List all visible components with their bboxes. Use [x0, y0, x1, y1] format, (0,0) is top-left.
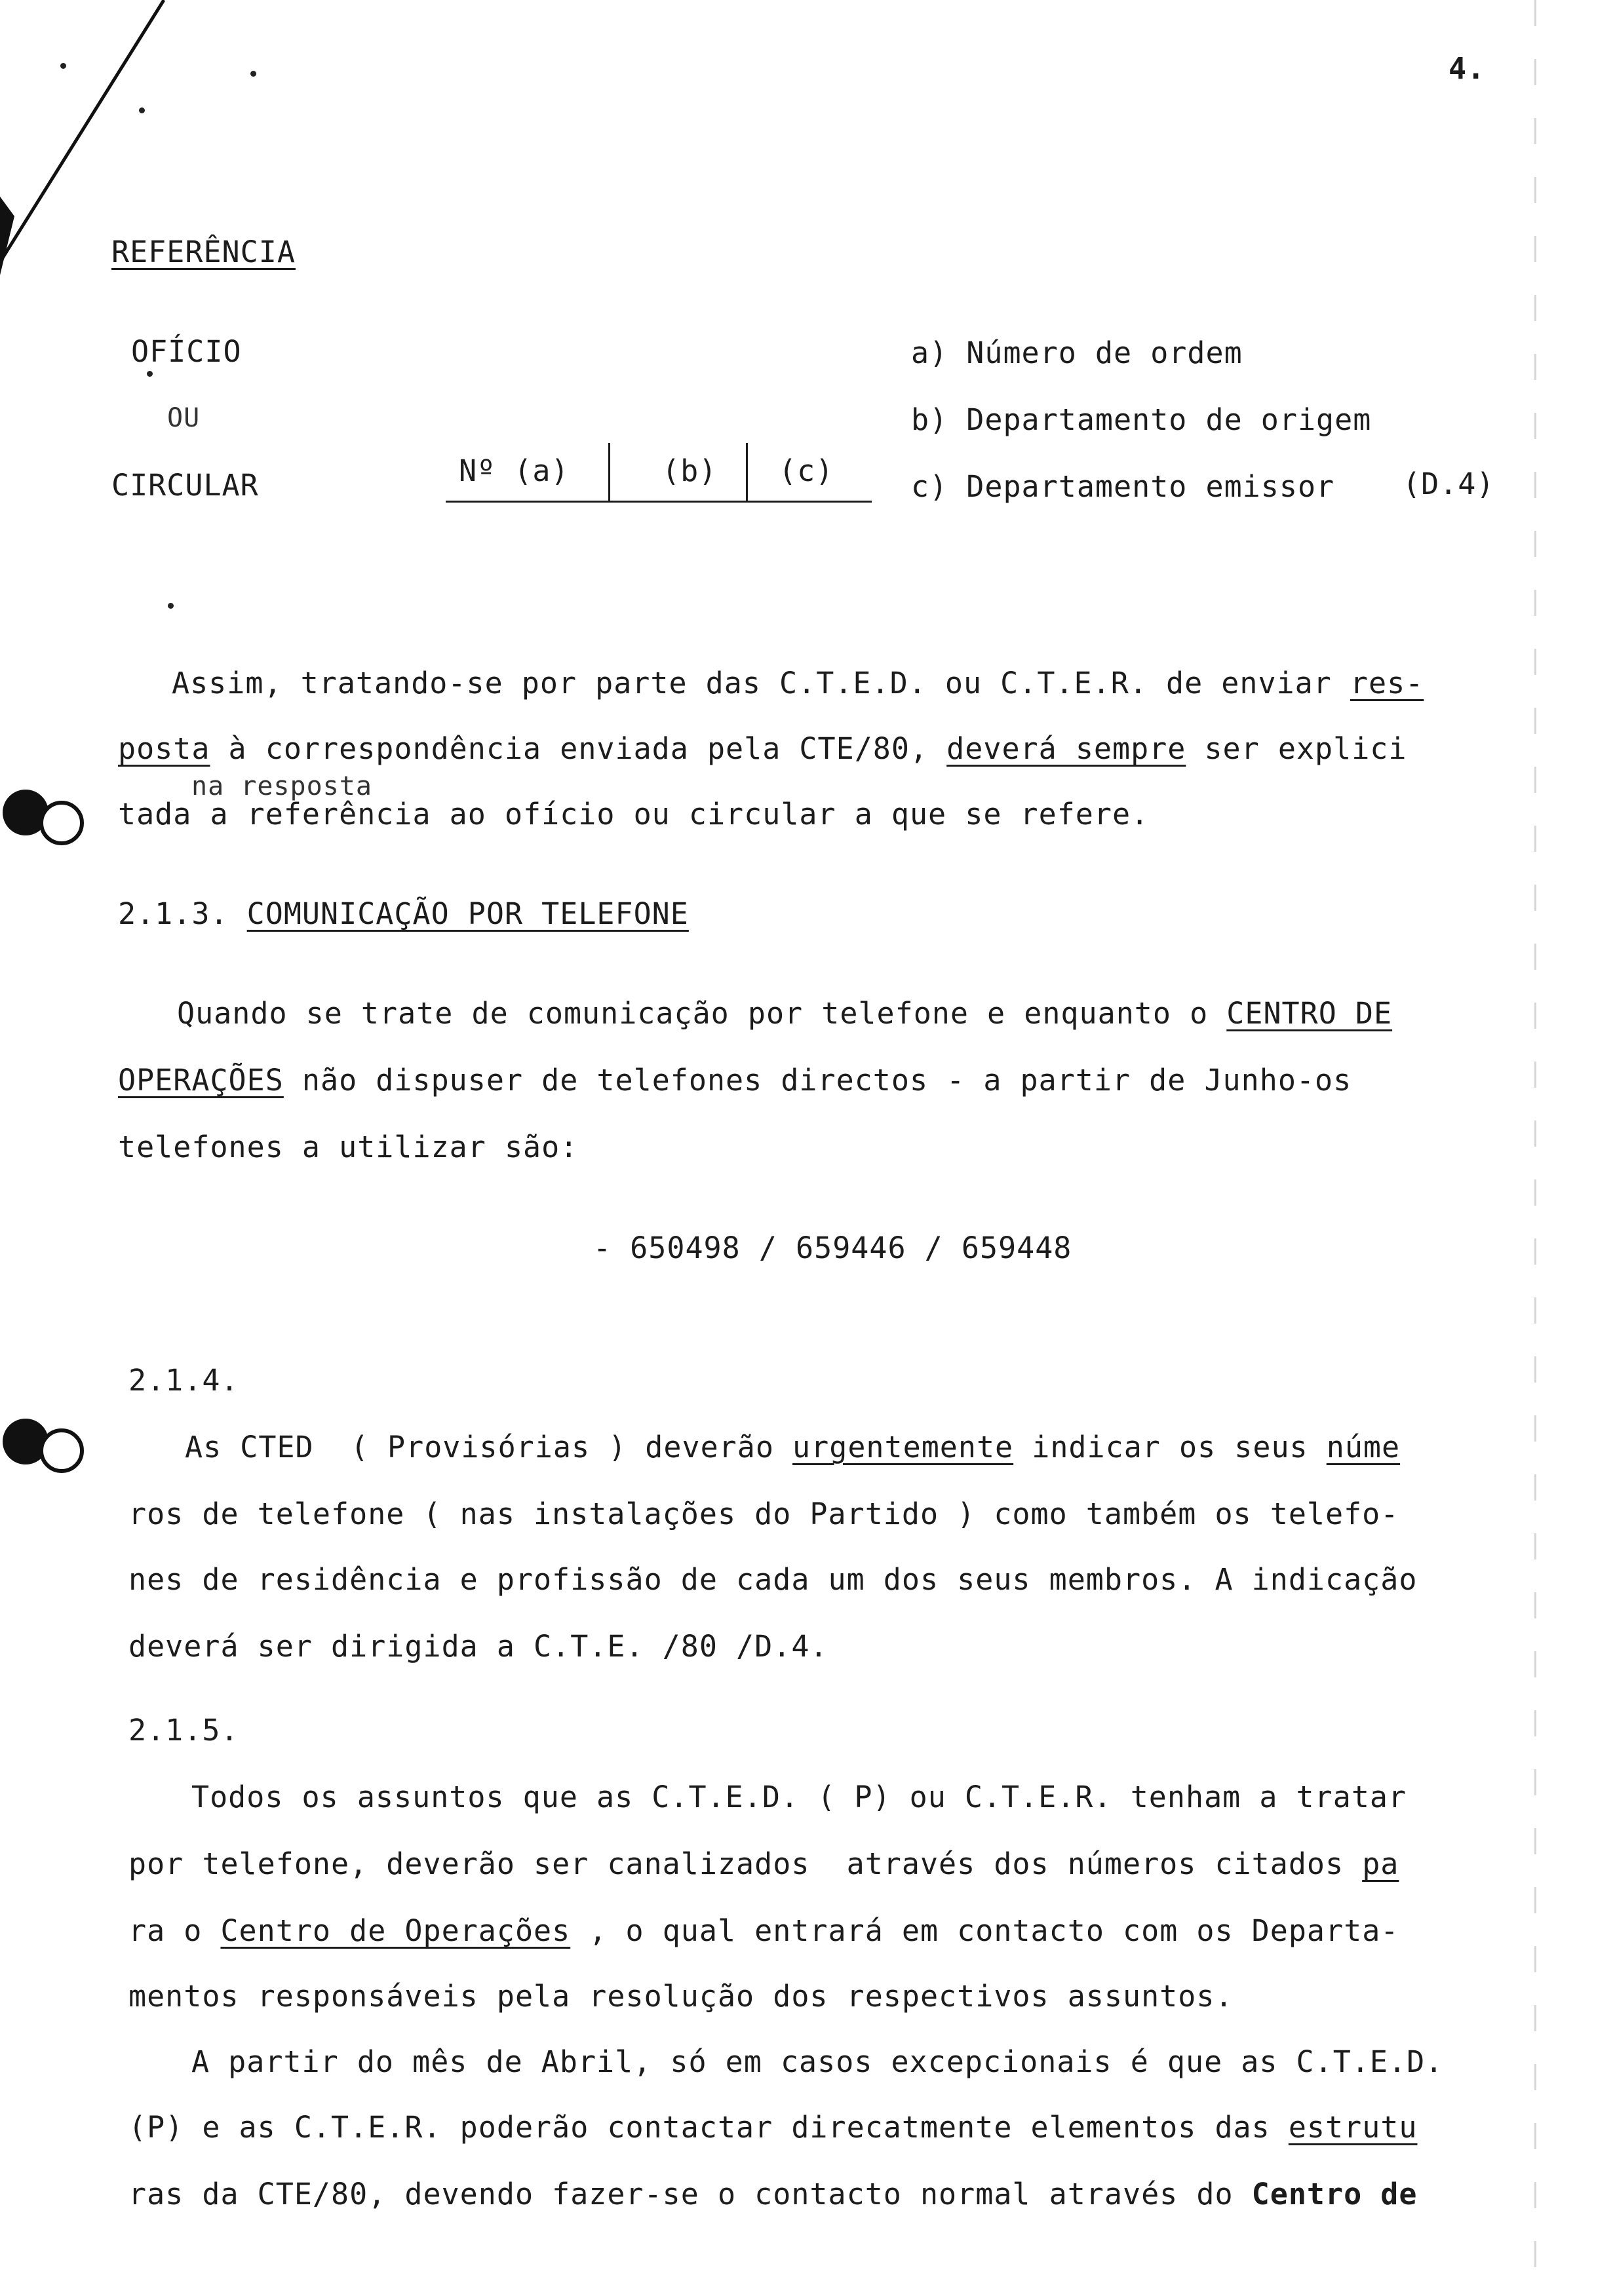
paragraph-line: ros de telefone ( nas instalações do Partido ) como também os telefo- [128, 1497, 1399, 1531]
paragraph-line: posta à correspondência enviada pela CTE/80, deverá sempre ser explici [118, 731, 1407, 766]
page-number: 4. [1449, 51, 1486, 86]
paragraph-line: A partir do mês de Abril, só em casos excepcionais é que as C.T.E.D. [191, 2044, 1444, 2079]
dept-code: (D.4) [1403, 467, 1495, 501]
paragraph-line: tada a referência ao ofício ou circular a que se refere. [118, 797, 1150, 832]
paragraph-line: ras da CTE/80, devendo fazer-se o contacto normal através do Centro de [128, 2177, 1418, 2211]
field-cell-b: (b) [662, 453, 718, 488]
paragraph-line: Assim, tratando-se por parte das C.T.E.D. ou C.T.E.R. de enviar res- [172, 666, 1424, 700]
field-divider [608, 443, 610, 501]
phone-numbers: - 650498 / 659446 / 659448 [593, 1231, 1072, 1265]
paragraph-line: telefones a utilizar são: [118, 1130, 579, 1164]
speck [147, 371, 153, 377]
paragraph-line: (P) e as C.T.E.R. poderão contactar direcatmente elementos das estrutu [128, 2110, 1418, 2145]
paragraph-line: ra o Centro de Operações , o qual entrará em contacto com os Departa- [128, 1913, 1399, 1948]
label-oficio: OFÍCIO [131, 334, 242, 369]
label-circular: CIRCULAR [111, 468, 259, 503]
speck [168, 603, 174, 609]
reference-heading: REFERÊNCIA [111, 235, 296, 269]
speck [139, 107, 145, 113]
section-2-1-4-heading: 2.1.4. [128, 1363, 239, 1398]
legend-c: c) Departamento emissor [911, 469, 1335, 504]
field-cell-a: Nº (a) [459, 453, 570, 488]
speck [250, 71, 256, 77]
paragraph-line: Todos os assuntos que as C.T.E.D. ( P) ou C.T.E.R. tenham a tratar [191, 1780, 1407, 1814]
interlinear-note: na resposta [191, 771, 372, 801]
paragraph-line: As CTED ( Provisórias ) deverão urgentemente indicar os seus núme [185, 1430, 1401, 1464]
paragraph-line: nes de residência e profissão de cada um dos seus membros. A indicação [128, 1562, 1418, 1597]
paragraph-line: Quando se trate de comunicação por telefone e enquanto o CENTRO DE [177, 996, 1393, 1031]
paragraph-line: deverá ser dirigida a C.T.E. /80 /D.4. [128, 1629, 828, 1664]
label-ou: OU [167, 403, 201, 433]
field-divider [746, 443, 748, 501]
section-2-1-3-heading: 2.1.3. COMUNICAÇÃO POR TELEFONE [118, 896, 689, 931]
speck [60, 63, 66, 69]
field-cell-c: (c) [779, 453, 834, 488]
punch-hole [39, 801, 84, 845]
legend-b: b) Departamento de origem [911, 402, 1372, 437]
paragraph-line: por telefone, deverão ser canalizados através dos números citados pa [128, 1846, 1399, 1881]
paragraph-line: OPERAÇÕES não dispuser de telefones directos - a partir de Junho-os [118, 1063, 1352, 1098]
page-edge-artifact [1534, 0, 1536, 2296]
punch-hole [39, 1428, 84, 1473]
corner-fold-mark [0, 0, 170, 275]
paragraph-line: mentos responsáveis pela resolução dos respectivos assuntos. [128, 1979, 1234, 2014]
field-underline [446, 501, 872, 503]
legend-a: a) Número de ordem [911, 335, 1243, 370]
section-2-1-5-heading: 2.1.5. [128, 1713, 239, 1748]
